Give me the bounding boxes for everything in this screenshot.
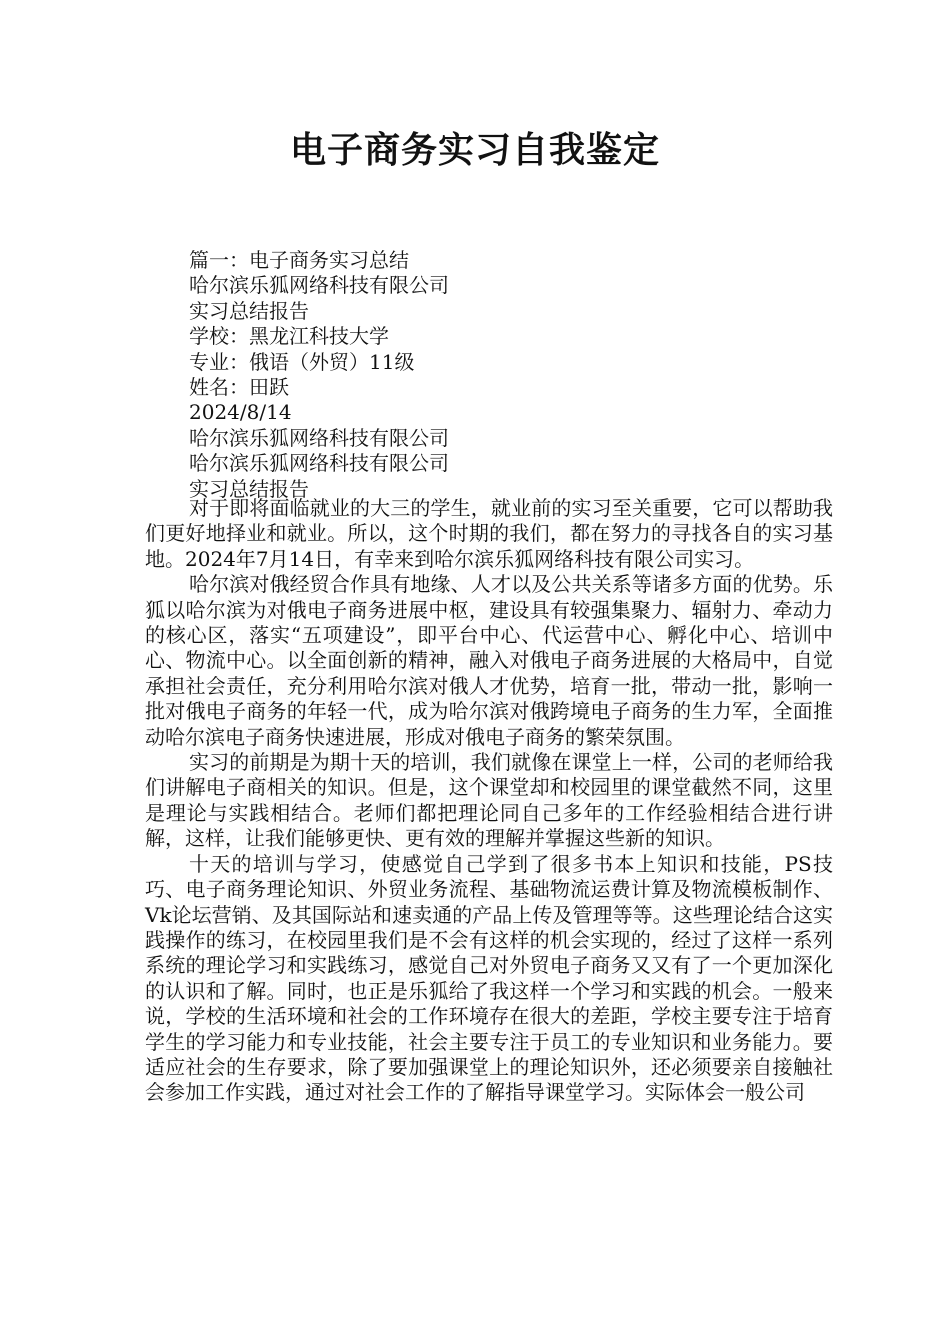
body-paragraph: 对于即将面临就业的大三的学生，就业前的实习至关重要，它可以帮助我们更好地择业和就业。所以，这个时期的我们，都在努力的寻找各自的实习基地。2024年7月14日，有幸来到哈尔滨乐狐网络科技有限公司实习。 — [145, 496, 833, 571]
header-line-major: 专业：俄语（外贸）11级 — [189, 349, 415, 374]
header-line-report-title-repeat: 实习总结报告 — [189, 476, 309, 501]
header-line-school: 学校：黑龙江科技大学 — [189, 324, 389, 349]
header-line-article-heading: 篇一：电子商务实习总结 — [189, 248, 409, 272]
document-body — [145, 496, 833, 1106]
document-title: 电子商务实习自我鉴定 — [289, 130, 660, 171]
header-line-company: 哈尔滨乐狐网络科技有限公司 — [189, 273, 449, 298]
header-line-report-title: 实习总结报告 — [189, 298, 309, 323]
body-paragraph: 哈尔滨对俄经贸合作具有地缘、人才以及公共关系等诸多方面的优势。乐狐以哈尔滨为对俄电子商务进展中枢，建设具有较强集聚力、辐射力、牵动力的核心区，落实“五项建设”，即平台中心、代运营中心、孵化中心、培训中心、物流中心。以全面创新的精神，融入对俄电子商务进展的大格局中，自觉承担社会责任，充分利用哈尔滨对俄人才优势，培育一批，带动一批，影响一批对俄电子商务的年轻一代，成为哈尔滨对俄跨境电子商务的生力军，全面推动哈尔滨电子商务快速进展，形成对俄电子商务的繁荣氛围。 — [145, 572, 833, 749]
report-header-block — [189, 248, 829, 502]
body-paragraph: 十天的培训与学习，使感觉自己学到了很多书本上知识和技能，PS技巧、电子商务理论知识、外贸业务流程、基础物流运费计算及物流模板制作、Vk论坛营销、及其国际站和速卖通的产品上传及管理等等。这些理论结合这实践操作的练习，在校园里我们是不会有这样的机会实现的，经过了这样一系列系统的理论学习和实践练习，感觉自己对外贸电子商务又又有了一个更加深化的认识和了解。同时，也正是乐狐给了我这样一个学习和实践的机会。一般来说，学校的生活环境和社会的工作环境存在很大的差距，学校主要专注于培育学生的学习能力和专业技能，社会主要专注于员工的专业知识和业务能力。要适应社会的生存要求，除了要加强课堂上的理论知识外，还必须要亲自接触社会参加工作实践，通过对社会工作的了解指导课堂学习。实际体会一般公司 — [145, 851, 833, 1105]
header-line-company-repeat: 哈尔滨乐狐网络科技有限公司 — [189, 425, 449, 450]
body-paragraph: 实习的前期是为期十天的培训，我们就像在课堂上一样，公司的老师给我们讲解电子商相关的知识。但是，这个课堂却和校园里的课堂截然不同，这里是理论与实践相结合。老师们都把理论同自己多年的工作经验相结合进行讲解，这样，让我们能够更快、更有效的理解并掌握这些新的知识。 — [145, 750, 833, 851]
header-line-date: 2024/8/14 — [189, 400, 292, 425]
header-line-company-repeat: 哈尔滨乐狐网络科技有限公司 — [189, 451, 449, 476]
header-line-name: 姓名：田跃 — [189, 375, 289, 400]
